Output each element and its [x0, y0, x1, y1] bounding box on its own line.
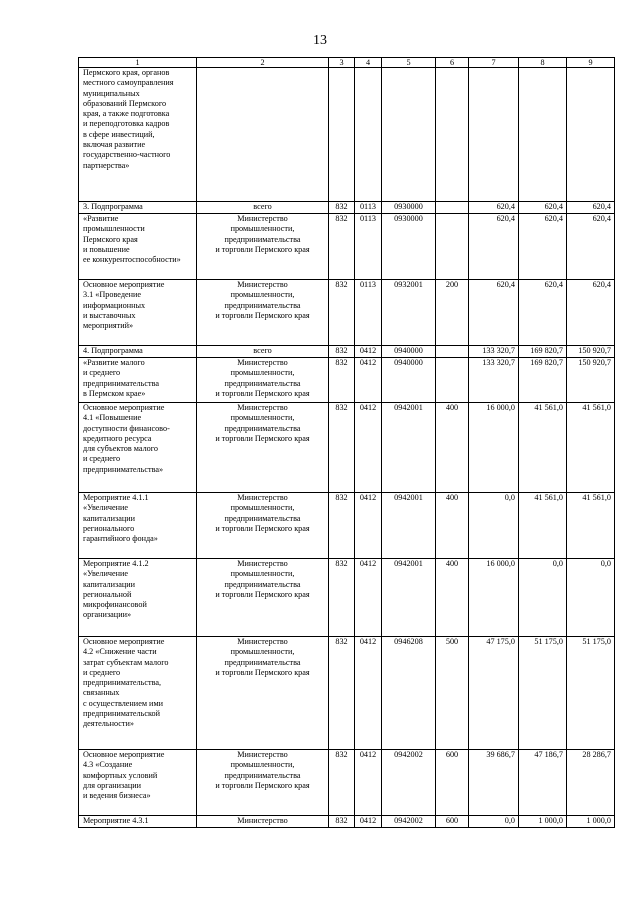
code-5-cell: 0940000	[382, 358, 436, 403]
amount-8-cell: 41 561,0	[519, 493, 567, 559]
amount-7-cell: 620,4	[469, 202, 519, 214]
executor-cell: Министерство промышленности, предпринимательства и торговли Пермского края	[197, 493, 329, 559]
table-row	[79, 202, 615, 214]
table-row	[79, 214, 615, 280]
table-row	[79, 750, 615, 816]
amount-9-cell: 150 920,7	[567, 358, 615, 403]
amount-8-cell: 51 175,0	[519, 637, 567, 750]
executor-cell: всего	[197, 346, 329, 358]
executor-cell: Министерство промышленности, предпринимательства и торговли Пермского края	[197, 750, 329, 816]
amount-8-cell: 1 000,0	[519, 816, 567, 828]
amount-7-cell: 133 320,7	[469, 358, 519, 403]
code-6-cell	[436, 214, 469, 280]
amount-9-cell	[567, 68, 615, 202]
code-6-cell: 400	[436, 559, 469, 637]
code-6-cell: 200	[436, 280, 469, 346]
code-6-cell	[436, 346, 469, 358]
code-4-cell: 0412	[355, 493, 382, 559]
program-name-cell: Основное мероприятие 4.1 «Повышение доступности финансово- кредитного ресурса для субъектов малого и среднего предпринимательства»	[79, 403, 197, 493]
code-3-cell: 832	[329, 214, 355, 280]
code-5-cell: 0932001	[382, 280, 436, 346]
executor-cell: Министерство промышленности, предпринимательства и торговли Пермского края	[197, 214, 329, 280]
program-name-cell: Основное мероприятие 4.3 «Создание комфортных условий для организации и ведения бизнеса»	[79, 750, 197, 816]
amount-8-cell: 620,4	[519, 214, 567, 280]
amount-7-cell: 39 686,7	[469, 750, 519, 816]
program-name-cell: Пермского края, органов местного самоуправления муниципальных образований Пермского края, а также подготовка и переподготовка кадров в сфере инвестиций, включая развитие государственно-частного партнерства»	[79, 68, 197, 202]
code-4-cell: 0412	[355, 816, 382, 828]
code-4-cell: 0412	[355, 750, 382, 816]
col-header-6: 6	[436, 58, 469, 68]
code-4-cell: 0113	[355, 280, 382, 346]
code-6-cell	[436, 68, 469, 202]
amount-8-cell: 0,0	[519, 559, 567, 637]
table-row	[79, 68, 615, 202]
code-3-cell: 832	[329, 346, 355, 358]
amount-9-cell: 41 561,0	[567, 403, 615, 493]
code-3-cell: 832	[329, 559, 355, 637]
amount-9-cell: 0,0	[567, 559, 615, 637]
code-4-cell: 0412	[355, 559, 382, 637]
amount-9-cell: 620,4	[567, 214, 615, 280]
code-5-cell: 0930000	[382, 214, 436, 280]
amount-8-cell: 47 186,7	[519, 750, 567, 816]
code-4-cell	[355, 68, 382, 202]
program-name-cell: Мероприятие 4.3.1	[79, 816, 197, 828]
amount-7-cell	[469, 68, 519, 202]
amount-7-cell: 0,0	[469, 493, 519, 559]
header-row	[79, 58, 615, 68]
executor-cell	[197, 68, 329, 202]
program-name-cell: Основное мероприятие 3.1 «Проведение информационных и выставочных мероприятий»	[79, 280, 197, 346]
code-3-cell: 832	[329, 816, 355, 828]
program-name-cell: «Развитие малого и среднего предпринимательства в Пермском крае»	[79, 358, 197, 403]
code-6-cell: 600	[436, 816, 469, 828]
code-4-cell: 0113	[355, 214, 382, 280]
col-header-4: 4	[355, 58, 382, 68]
table-row	[79, 816, 615, 828]
amount-8-cell: 169 820,7	[519, 358, 567, 403]
executor-cell: Министерство промышленности, предпринимательства и торговли Пермского края	[197, 403, 329, 493]
col-header-7: 7	[469, 58, 519, 68]
table-row	[79, 280, 615, 346]
amount-7-cell: 620,4	[469, 280, 519, 346]
code-3-cell: 832	[329, 403, 355, 493]
code-5-cell: 0942001	[382, 493, 436, 559]
code-5-cell	[382, 68, 436, 202]
col-header-1: 1	[79, 58, 197, 68]
code-6-cell	[436, 358, 469, 403]
code-3-cell: 832	[329, 202, 355, 214]
amount-8-cell: 41 561,0	[519, 403, 567, 493]
amount-7-cell: 16 000,0	[469, 559, 519, 637]
col-header-2: 2	[197, 58, 329, 68]
executor-cell: Министерство	[197, 816, 329, 828]
code-3-cell: 832	[329, 280, 355, 346]
amount-8-cell	[519, 68, 567, 202]
code-4-cell: 0412	[355, 358, 382, 403]
program-name-cell: Основное мероприятие 4.2 «Снижение части затрат субъектам малого и среднего предпринимательства, связанных с осуществлением ими предпринимательской деятельности»	[79, 637, 197, 750]
amount-9-cell: 620,4	[567, 202, 615, 214]
code-4-cell: 0412	[355, 403, 382, 493]
table-row	[79, 403, 615, 493]
code-5-cell: 0942002	[382, 816, 436, 828]
amount-8-cell: 620,4	[519, 280, 567, 346]
amount-7-cell: 16 000,0	[469, 403, 519, 493]
code-5-cell: 0942001	[382, 559, 436, 637]
amount-7-cell: 620,4	[469, 214, 519, 280]
amount-7-cell: 47 175,0	[469, 637, 519, 750]
code-3-cell: 832	[329, 750, 355, 816]
amount-8-cell: 620,4	[519, 202, 567, 214]
code-3-cell	[329, 68, 355, 202]
code-4-cell: 0412	[355, 346, 382, 358]
table-row	[79, 493, 615, 559]
col-header-5: 5	[382, 58, 436, 68]
table-row	[79, 346, 615, 358]
amount-7-cell: 0,0	[469, 816, 519, 828]
amount-7-cell: 133 320,7	[469, 346, 519, 358]
executor-cell: всего	[197, 202, 329, 214]
code-3-cell: 832	[329, 637, 355, 750]
table-row	[79, 358, 615, 403]
executor-cell: Министерство промышленности, предпринимательства и торговли Пермского края	[197, 559, 329, 637]
code-4-cell: 0412	[355, 637, 382, 750]
amount-8-cell: 169 820,7	[519, 346, 567, 358]
code-6-cell: 400	[436, 403, 469, 493]
program-name-cell: 3. Подпрограмма	[79, 202, 197, 214]
code-6-cell: 600	[436, 750, 469, 816]
table-row	[79, 637, 615, 750]
code-5-cell: 0930000	[382, 202, 436, 214]
amount-9-cell: 1 000,0	[567, 816, 615, 828]
code-3-cell: 832	[329, 493, 355, 559]
amount-9-cell: 51 175,0	[567, 637, 615, 750]
code-5-cell: 0946208	[382, 637, 436, 750]
program-name-cell: 4. Подпрограмма	[79, 346, 197, 358]
code-6-cell	[436, 202, 469, 214]
page-number: 13	[313, 33, 327, 48]
code-5-cell: 0942001	[382, 403, 436, 493]
executor-cell: Министерство промышленности, предпринимательства и торговли Пермского края	[197, 637, 329, 750]
budget-table	[78, 57, 615, 828]
col-header-3: 3	[329, 58, 355, 68]
code-5-cell: 0940000	[382, 346, 436, 358]
program-name-cell: Мероприятие 4.1.1 «Увеличение капитализации регионального гарантийного фонда»	[79, 493, 197, 559]
code-6-cell: 400	[436, 493, 469, 559]
program-name-cell: Мероприятие 4.1.2 «Увеличение капитализации региональной микрофинансовой организации»	[79, 559, 197, 637]
amount-9-cell: 41 561,0	[567, 493, 615, 559]
program-name-cell: «Развитие промышленности Пермского края и повышение ее конкурентоспособности»	[79, 214, 197, 280]
amount-9-cell: 620,4	[567, 280, 615, 346]
col-header-8: 8	[519, 58, 567, 68]
col-header-9: 9	[567, 58, 615, 68]
amount-9-cell: 28 286,7	[567, 750, 615, 816]
code-5-cell: 0942002	[382, 750, 436, 816]
executor-cell: Министерство промышленности, предпринимательства и торговли Пермского края	[197, 358, 329, 403]
code-4-cell: 0113	[355, 202, 382, 214]
table-row	[79, 559, 615, 637]
executor-cell: Министерство промышленности, предпринимательства и торговли Пермского края	[197, 280, 329, 346]
code-6-cell: 500	[436, 637, 469, 750]
code-3-cell: 832	[329, 358, 355, 403]
amount-9-cell: 150 920,7	[567, 346, 615, 358]
